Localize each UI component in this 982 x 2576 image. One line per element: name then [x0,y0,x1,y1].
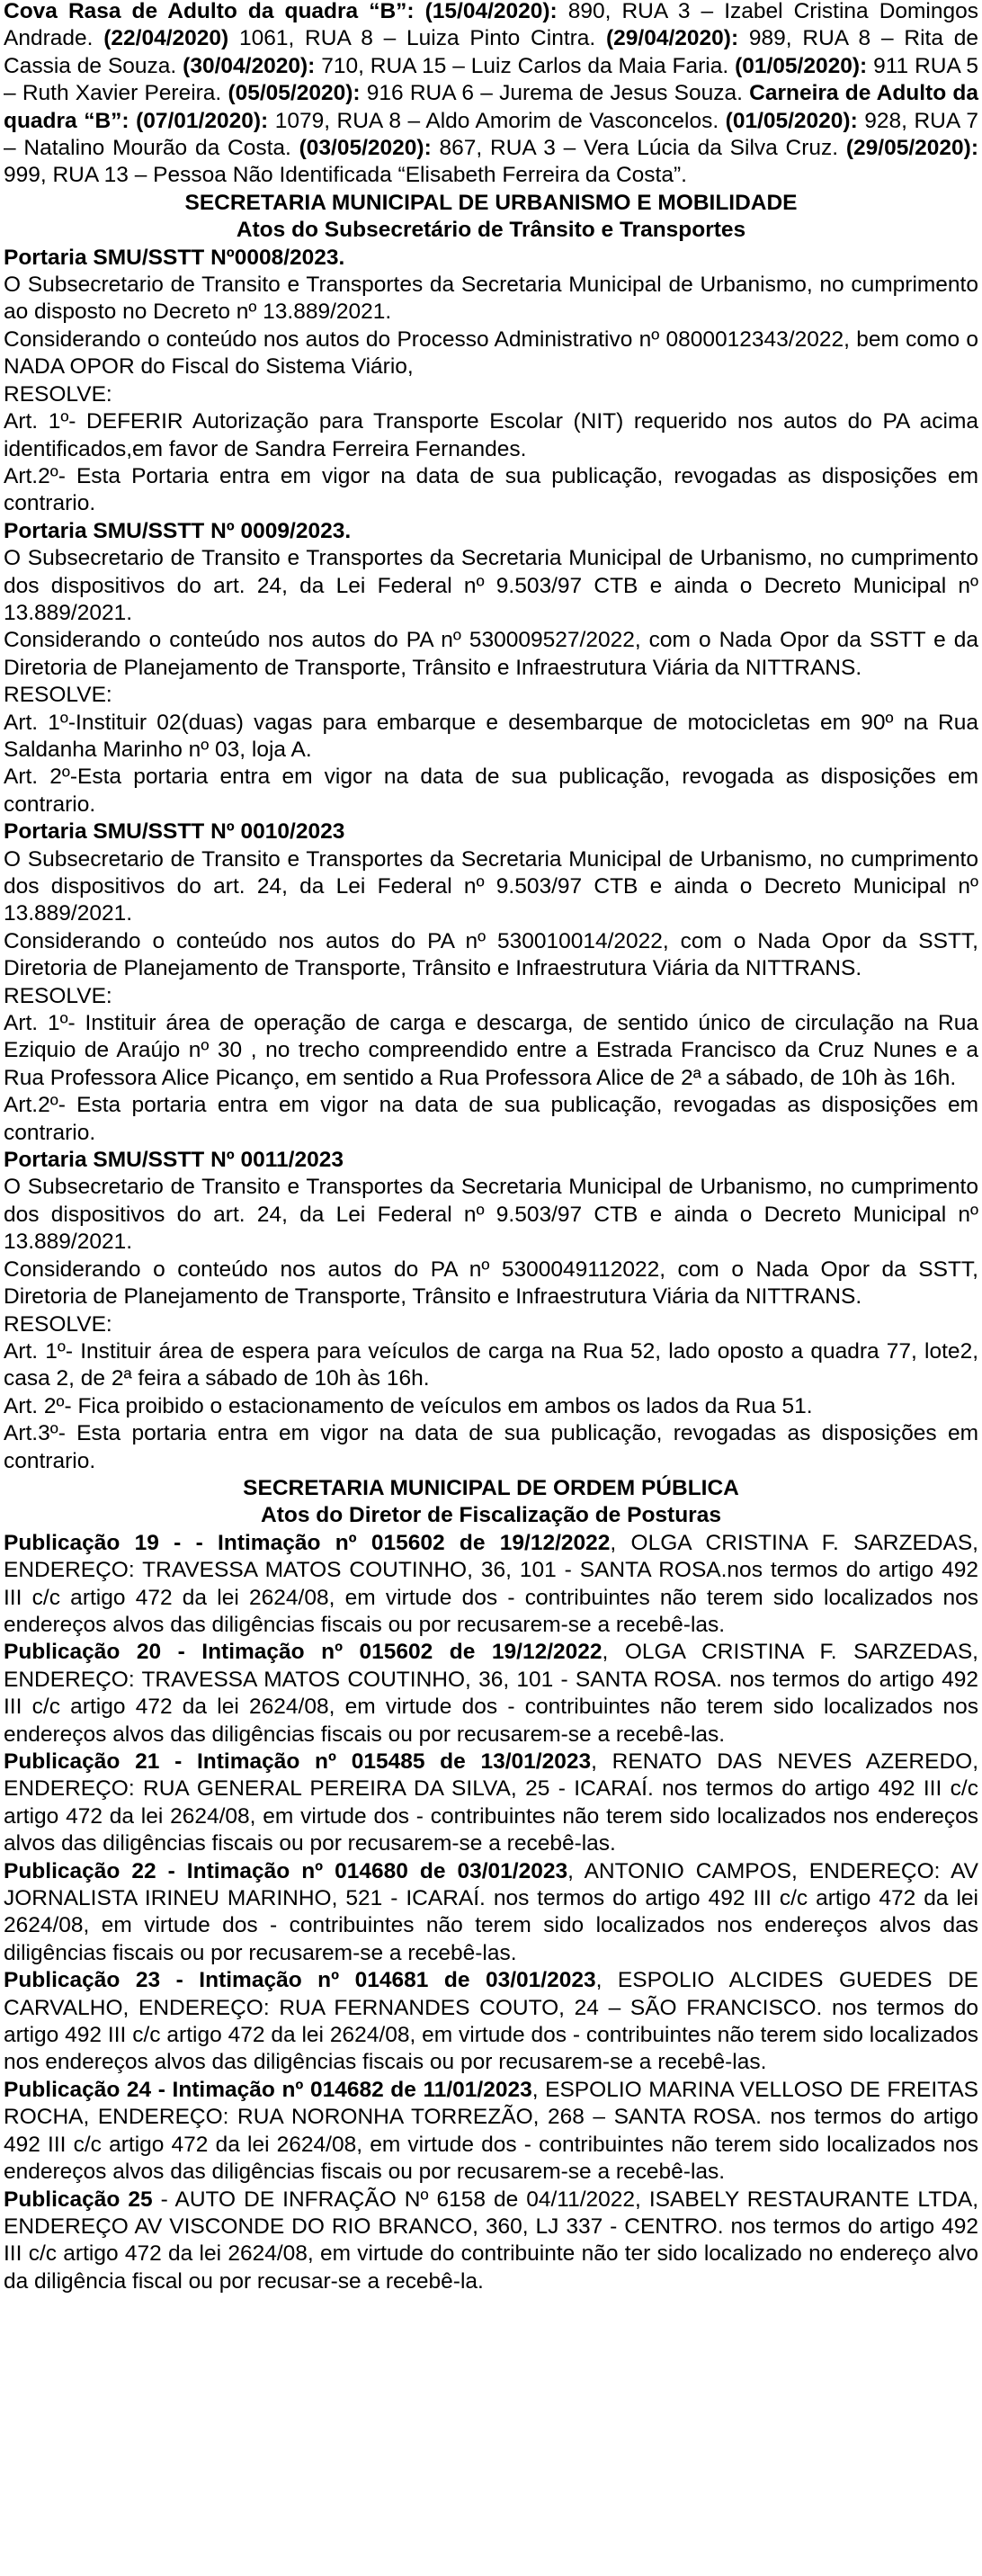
portaria-paragraph: Art. 2º-Esta portaria entra em vigor na data de sua publicação, revogada as disposições em contrario. [4,765,978,817]
portaria-paragraph: Art. 1º-Instituir 02(duas) vagas para embarque e desembarque de motocicletas em 90º na Rua Saldanha Marinho nº 03, loja A. [4,710,978,762]
portaria-paragraph: Considerando o conteúdo nos autos do PA nº 530009527/2022, com o Nada Opor da SSTT e da Diretoria de Planejamento de Transporte, Trânsito e Infraestrutura Viária da NITTRANS. [4,628,978,680]
publication-text: , RENATO DAS NEVES AZEREDO, ENDEREÇO: RUA GENERAL PEREIRA DA SILVA, 25 - ICARAÍ. nos termos do artigo 492 III c/c artigo 472 da lei 2624/08, em virtude dos - contribuintes não terem sido localizados nos endereços alvos das diligências fiscais ou por recusarem-se a recebê-las. [4,1749,978,1856]
opening-bold-text: (29/05/2020): [845,136,978,161]
portaria-paragraph: O Subsecretario de Transito e Transportes da Secretaria Municipal de Urbanismo, no cumprimento dos dispositivos do art. 24, da Lei Federal nº 9.503/97 CTB e ainda o Decreto Municipal nº 13.889/2021. [4,1175,978,1255]
publication-item [4,2077,978,2187]
smu-section-title: SECRETARIA MUNICIPAL DE URBANISMO E MOBILIDADE [184,190,798,215]
portaria-list [4,245,978,1475]
portaria-heading: Portaria SMU/SSTT Nº0008/2023. [4,245,345,270]
portaria-paragraph: O Subsecretario de Transito e Transportes da Secretaria Municipal de Urbanismo, no cumprimento dos dispositivos do art. 24, da Lei Federal nº 9.503/97 CTB e ainda o Decreto Municipal nº 13.889/2021. [4,846,978,926]
publication-heading: Publicação 19 - - Intimação nº 015602 de 19/12/2022 [4,1530,611,1555]
publication-text: , ESPOLIO ALCIDES GUEDES DE CARVALHO, ENDEREÇO: RUA FERNANDES COUTO, 24 – SÃO FRANCISCO. nos termos do artigo 492 III c/c artigo 472 da lei 2624/08, em virtude dos - contribuintes não terem sido localizados nos endereços alvos das diligências fiscais ou por recusarem-se a recebê-las. [4,1968,978,2075]
opening-paragraph [4,0,978,190]
portaria-paragraph: RESOLVE: [4,683,112,708]
opening-text: 710, RUA 15 – Luiz Carlos da Maia Faria. [315,53,736,78]
publication-text: - AUTO DE INFRAÇÃO Nº 6158 de 04/11/2022, ISABELY RESTAURANTE LTDA, ENDEREÇO AV VISCONDE DO RIO BRANCO, 360, LJ 337 - CENTRO. nos termos do artigo 492 III c/c artigo 472 da lei 2624/08, em virtude do contribuinte não ter sido localizado no endereço alvo da diligência fiscal ou por recusar-se a recebê-la. [4,2187,979,2294]
portaria-paragraph: O Subsecretario de Transito e Transportes da Secretaria Municipal de Urbanismo, no cumprimento dos dispositivos do art. 24, da Lei Federal nº 9.503/97 CTB e ainda o Decreto Municipal nº 13.889/2021. [4,546,978,625]
opening-bold-text: Carneira de Adulto da quadra “B”: (07/01/2020): [4,81,978,133]
opening-bold-text: (05/05/2020): [228,81,361,106]
publication-item [4,2187,978,2296]
portaria-paragraph: Art. 1º- DEFERIR Autorização para Transporte Escolar (NIT) requerido nos autos do PA acima identificados,em favor de Sandra Ferreira Fernandes. [4,409,978,461]
portaria-paragraph: Considerando o conteúdo nos autos do PA nº 530010014/2022, com o Nada Opor da SSTT, Diretoria de Planejamento de Transporte, Trânsito e Infraestrutura Viária da NITTRANS. [4,928,978,981]
smop-section-title: SECRETARIA MUNICIPAL DE ORDEM PÚBLICA [243,1475,739,1500]
smop-section [4,1475,978,2295]
opening-text: 999, RUA 13 – Pessoa Não Identificada “Elisabeth Ferreira da Costa”. [4,163,687,188]
opening-bold-text: (01/05/2020): [735,53,868,78]
opening-text: 867, RUA 3 – Vera Lúcia da Silva Cruz. [431,136,846,161]
portaria-paragraph: Considerando o conteúdo nos autos do Processo Administrativo nº 0800012343/2022, bem como o NADA OPOR do Fiscal do Sistema Viário, [4,326,978,380]
portaria-paragraph: Art. 1º- Instituir área de operação de carga e descarga, de sentido único de circulação na Rua Eziquio de Araújo nº 30 , no trecho compreendido entre a Estrada Francisco da Cruz Nunes e a Rua Professora Alice Picanço, em sentido a Rua Professora Alice de 2ª a sábado, de 10h às 16h. [4,1011,978,1090]
opening-bold-text: (01/05/2020): [725,108,858,133]
portaria-paragraph: Art. 2º- Fica proibido o estacionamento de veículos em ambos os lados da Rua 51. [4,1393,813,1418]
opening-text: 1061, RUA 8 – Luiza Pinto Cintra. [228,26,607,51]
portaria-paragraph: Art. 1º- Instituir área de espera para veículos de carga na Rua 52, lado oposto a quadra 77, lote2, casa 2, de 2ª feira a sábado de 10h às 16h. [4,1338,978,1391]
publication-item [4,1530,978,1640]
publication-text: , OLGA CRISTINA F. SARZEDAS, ENDEREÇO: TRAVESSA MATOS COUTINHO, 36, 101 - SANTA ROSA. nos termos do artigo 492 III c/c artigo 472 da lei 2624/08, em virtude dos - contribuintes não terem sido localizados nos endereços alvos das diligências fiscais ou por recusarem-se a recebê-las. [4,1640,978,1747]
portaria-paragraph: Considerando o conteúdo nos autos do PA nº 5300049112022, com o Nada Opor da SSTT, Diretoria de Planejamento de Transporte, Trânsito e Infraestrutura Viária da NITTRANS. [4,1257,978,1310]
smu-section-subtitle: Atos do Subsecretário de Trânsito e Transportes [236,218,746,243]
portaria-paragraph: RESOLVE: [4,381,112,407]
opening-bold-text: Cova Rasa de Adulto da quadra “B”: (15/04/2020): [4,0,558,23]
publication-heading: Publicação 22 - Intimação nº 014680 de 03/01/2023 [4,1858,568,1883]
portaria-block [4,818,978,1147]
portaria-block [4,1147,978,1475]
portaria-heading: Portaria SMU/SSTT Nº 0011/2023 [4,1148,344,1173]
publication-text: , ANTONIO CAMPOS, ENDEREÇO: AV JORNALISTA IRINEU MARINHO, 521 - ICARAÍ. nos termos do artigo 492 III c/c artigo 472 da lei 2624/08, em virtude dos - contribuintes não terem sido localizados nos endereços alvos das diligências fiscais ou por recusarem-se a recebê-las. [4,1858,978,1965]
opening-text: 928, RUA 7 – Natalino Mourão da Costa. [4,108,979,161]
publication-item [4,1749,978,1858]
publication-item [4,1858,978,1968]
portaria-block [4,518,978,818]
publication-heading: Publicação 21 - Intimação nº 015485 de 13/01/2023 [4,1749,592,1774]
opening-text: 916 RUA 6 – Jurema de Jesus Souza. [360,81,750,106]
publication-item [4,1967,978,2077]
publication-heading: Publicação 23 - Intimação nº 014681 de 03/01/2023 [4,1968,596,1993]
opening-bold-text: (03/05/2020): [299,136,432,161]
publication-text: , OLGA CRISTINA F. SARZEDAS, ENDEREÇO: TRAVESSA MATOS COUTINHO, 36, 101 - SANTA ROSA.nos termos do artigo 492 III c/c artigo 472 da lei 2624/08, em virtude dos - contribuintes não terem sido localizados nos endereços alvos das diligências fiscais ou por recusarem-se a recebê-las. [4,1530,978,1637]
portaria-heading: Portaria SMU/SSTT Nº 0010/2023 [4,819,345,845]
opening-bold-text: (22/04/2020) [103,26,229,51]
portaria-block [4,245,978,518]
publication-heading: Publicação 20 - Intimação nº 015602 de 19/12/2022 [4,1640,603,1665]
opening-text: 890, RUA 3 – Izabel Cristina Domingos Andrade. [4,0,978,51]
publication-item [4,1639,978,1749]
portaria-heading: Portaria SMU/SSTT Nº 0009/2023. [4,518,352,543]
opening-text: 1079, RUA 8 – Aldo Amorim de Vasconcelos. [268,108,726,133]
portaria-paragraph: O Subsecretario de Transito e Transportes da Secretaria Municipal de Urbanismo, no cumprimento ao disposto no Decreto nº 13.889/2021. [4,273,978,325]
smop-section-subtitle: Atos do Diretor de Fiscalização de Posturas [261,1503,721,1528]
publication-heading: Publicação 25 [4,2187,153,2212]
portaria-paragraph: RESOLVE: [4,1311,112,1337]
opening-text: 911 RUA 5 – Ruth Xavier Pereira. [4,53,979,106]
portaria-paragraph: RESOLVE: [4,983,112,1008]
portaria-paragraph: Art.2º- Esta portaria entra em vigor na data de sua publicação, revogadas as disposições em contrario. [4,1093,978,1145]
portaria-paragraph: Art.3º- Esta portaria entra em vigor na data de sua publicação, revogadas as disposições em contrario. [4,1421,978,1473]
publication-list [4,1530,978,2295]
opening-bold-text: (29/04/2020): [606,26,739,51]
opening-text: 989, RUA 8 – Rita de Cassia de Souza. [4,26,978,78]
opening-bold-text: (30/04/2020): [183,53,316,78]
publication-heading: Publicação 24 - Intimação nº 014682 de 11/01/2023 [4,2077,532,2102]
smu-section [4,190,978,1475]
publication-text: , ESPOLIO MARINA VELLOSO DE FREITAS ROCHA, ENDEREÇO: RUA NORONHA TORREZÃO, 268 – SANTA ROSA. nos termos do artigo 492 III c/c artigo 472 da lei 2624/08, em virtude dos - contribuintes não terem sido localizados nos endereços alvos das diligências fiscais ou por recusarem-se a recebê-las. [4,2077,979,2185]
portaria-paragraph: Art.2º- Esta Portaria entra em vigor na data de sua publicação, revogadas as disposições em contrario. [4,463,978,516]
